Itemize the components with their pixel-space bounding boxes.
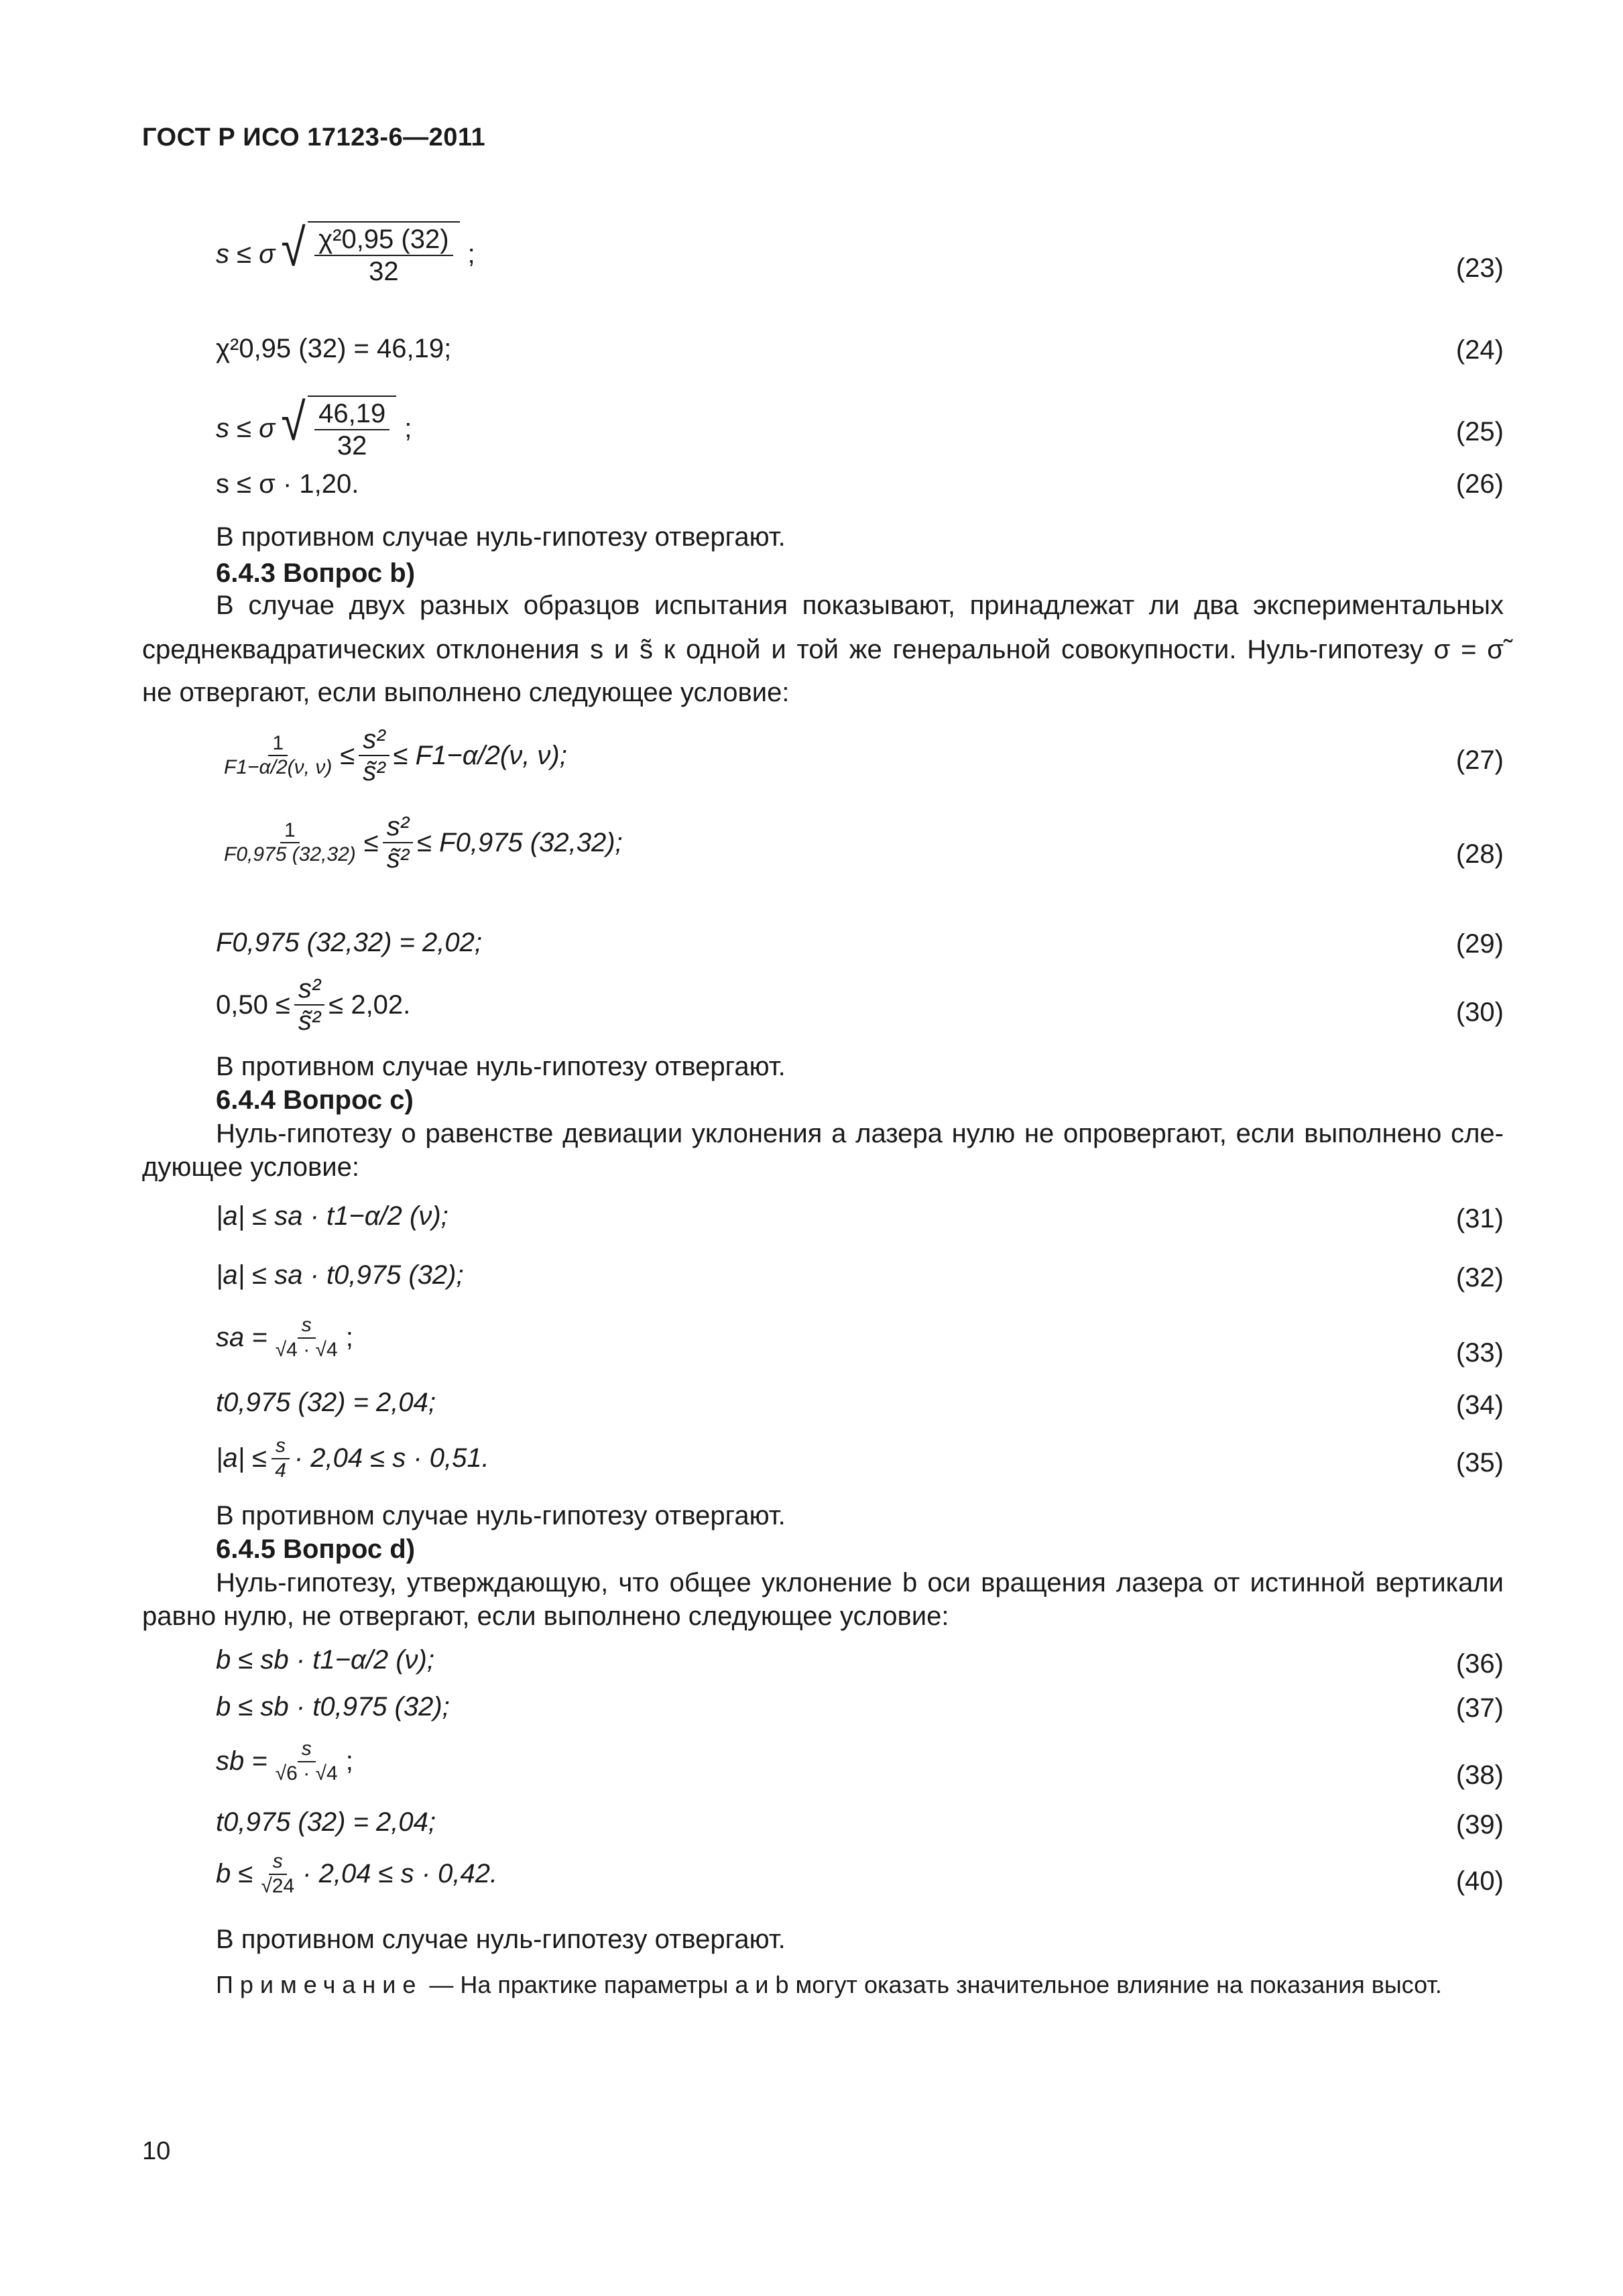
note-label: Примечание [216, 1971, 423, 1998]
equation-35 [216, 1435, 489, 1482]
eq-number-40: (40) [1455, 1866, 1504, 1896]
reject-text-1: В противном случае нуль-гипотезу отвергают. [216, 522, 786, 552]
equation-40 [216, 1850, 497, 1898]
reject-text-4: В противном случае нуль-гипотезу отвергают. [216, 1925, 786, 1954]
eq28-tail: ≤ F0,975 (32,32); [417, 827, 623, 857]
eq33-lhs: sa = [216, 1323, 267, 1352]
equation-28 [216, 811, 623, 874]
eq40-numerator: s [269, 1850, 287, 1875]
eq-number-35: (35) [1455, 1448, 1504, 1477]
reject-text-3: В противном случае нуль-гипотезу отвергают. [216, 1501, 786, 1530]
eq27-denominator: F1−α/2(ν, ν) [224, 756, 333, 778]
eq35-denominator: 4 [275, 1459, 286, 1482]
eq40-denominator: √24 [261, 1874, 295, 1897]
document-header: ГОСТ Р ИСО 17123-6—2011 [142, 123, 486, 152]
equation-26: s ≤ σ · 1,20. [216, 469, 359, 499]
eq-number-32: (32) [1455, 1263, 1504, 1292]
equation-29: F0,975 (32,32) = 2,02; [216, 928, 482, 957]
eq35-lhs: |a| ≤ [216, 1443, 267, 1473]
eq-number-28: (28) [1455, 839, 1504, 869]
equation-34: t0,975 (32) = 2,04; [216, 1388, 436, 1417]
eq30-tail: ≤ 2,02. [328, 989, 411, 1020]
eq33-tail: ; [345, 1323, 353, 1352]
section-heading-6-4-5: 6.4.5 Вопрос d) [216, 1534, 416, 1564]
eq-number-24: (24) [1455, 335, 1504, 365]
eq38-tail: ; [345, 1746, 353, 1776]
page-number: 10 [142, 2137, 171, 2165]
reject-text-2: В противном случае нуль-гипотезу отвергают. [216, 1052, 786, 1081]
eq-number-29: (29) [1455, 929, 1504, 959]
eq28-frac2-num: s² [383, 811, 413, 843]
section-c-para-line1: Нуль-гипотезу о равенстве девиации уклонения a лазера нулю не опровергают, если выполнено сле- [216, 1119, 1504, 1148]
eq-number-23: (23) [1455, 253, 1504, 283]
equation-23 [216, 218, 475, 287]
eq23-lhs: s ≤ σ [216, 239, 276, 269]
eq-number-26: (26) [1455, 469, 1504, 499]
eq23-denominator: 32 [369, 257, 399, 286]
eq38-numerator: s [298, 1738, 316, 1762]
equation-27 [216, 724, 567, 787]
section-b-para-line1: В случае двух разных образцов испытания показывают, принадлежат ли два экспериментальных [216, 591, 1504, 620]
eq30-denominator: s̃² [298, 1006, 321, 1036]
equation-25 [216, 392, 412, 461]
eq25-lhs: s ≤ σ [216, 413, 276, 443]
note-text: — На практике параметры a и b могут оказать значительное влияние на показания высот. [429, 1971, 1442, 1998]
eq-number-27: (27) [1455, 745, 1504, 775]
eq28-numerator: 1 [280, 819, 300, 844]
equation-38 [216, 1738, 353, 1785]
eq40-tail: · 2,04 ≤ s · 0,42. [302, 1859, 498, 1888]
section-d-para-line1: Нуль-гипотезу, утверждающую, что общее уклонение b оси вращения лазера от истинной вертикали [216, 1568, 1504, 1597]
eq38-denominator: √6 · √4 [275, 1762, 338, 1785]
eq28-mid: ≤ [363, 827, 379, 857]
section-b-para-line3: не отвергают, если выполнено следующее условие: [142, 678, 790, 707]
equation-33 [216, 1314, 353, 1362]
equation-24: χ²0,95 (32) = 46,19; [216, 334, 452, 363]
eq-number-37: (37) [1455, 1693, 1504, 1723]
equation-36: b ≤ sb · t1−α/2 (ν); [216, 1645, 434, 1675]
section-d-para-line2: равно нулю, не отвергают, если выполнено следующее условие: [142, 1602, 949, 1631]
eq25-denominator: 32 [337, 431, 367, 461]
eq-number-30: (30) [1455, 998, 1504, 1027]
eq-number-36: (36) [1455, 1649, 1504, 1679]
eq-number-34: (34) [1455, 1390, 1504, 1420]
eq27-numerator: 1 [268, 732, 288, 757]
eq27-tail: ≤ F1−α/2(ν, ν); [393, 740, 567, 770]
eq-number-39: (39) [1455, 1810, 1504, 1839]
eq35-tail: · 2,04 ≤ s · 0,51. [294, 1443, 489, 1473]
equation-31: |a| ≤ sa · t1−α/2 (ν); [216, 1201, 448, 1231]
eq28-denominator: F0,975 (32,32) [224, 843, 356, 865]
eq27-frac2-num: s² [359, 724, 389, 756]
section-heading-6-4-4: 6.4.4 Вопрос c) [216, 1085, 414, 1115]
eq27-frac2-den: s̃² [363, 757, 385, 786]
sqrt-sign: √ $\frac{\text{χ²0,95 (32)}}{32}$ [279, 221, 459, 287]
eq40-lhs: b ≤ [216, 1859, 253, 1888]
equation-39: t0,975 (32) = 2,04; [216, 1807, 436, 1837]
note [216, 1971, 1504, 1999]
section-b-para-line2: среднеквадратических отклонения s и s̃ к одной и той же генеральной совокупности. Нуль-гипотезу σ = σ̃ [142, 635, 1504, 664]
sqrt-sign: √ $\frac{46,19}{32}$ [279, 396, 396, 461]
equation-32: |a| ≤ sa · t0,975 (32); [216, 1260, 464, 1290]
eq30-lhs: 0,50 ≤ [216, 989, 290, 1020]
eq33-numerator: s [298, 1314, 316, 1339]
section-c-para-line2: дующее условие: [142, 1152, 359, 1182]
eq25-tail: ; [404, 413, 412, 443]
eq-number-33: (33) [1455, 1338, 1504, 1368]
equation-37: b ≤ sb · t0,975 (32); [216, 1692, 450, 1721]
eq23-tail: ; [467, 239, 475, 269]
eq27-mid: ≤ [340, 740, 355, 770]
eq-number-38: (38) [1455, 1760, 1504, 1790]
eq-number-25: (25) [1455, 417, 1504, 446]
eq28-frac2-den: s̃² [386, 844, 410, 873]
eq33-denominator: √4 · √4 [275, 1338, 338, 1361]
eq25-numerator: 46,19 [314, 398, 389, 430]
eq23-numerator: χ²0,95 (32) [314, 224, 453, 256]
eq38-lhs: sb = [216, 1746, 267, 1776]
eq-number-31: (31) [1455, 1204, 1504, 1233]
eq35-numerator: s [272, 1435, 290, 1459]
eq30-numerator: s² [294, 973, 324, 1006]
section-heading-6-4-3: 6.4.3 Вопрос b) [216, 558, 416, 588]
equation-30 [216, 973, 410, 1036]
